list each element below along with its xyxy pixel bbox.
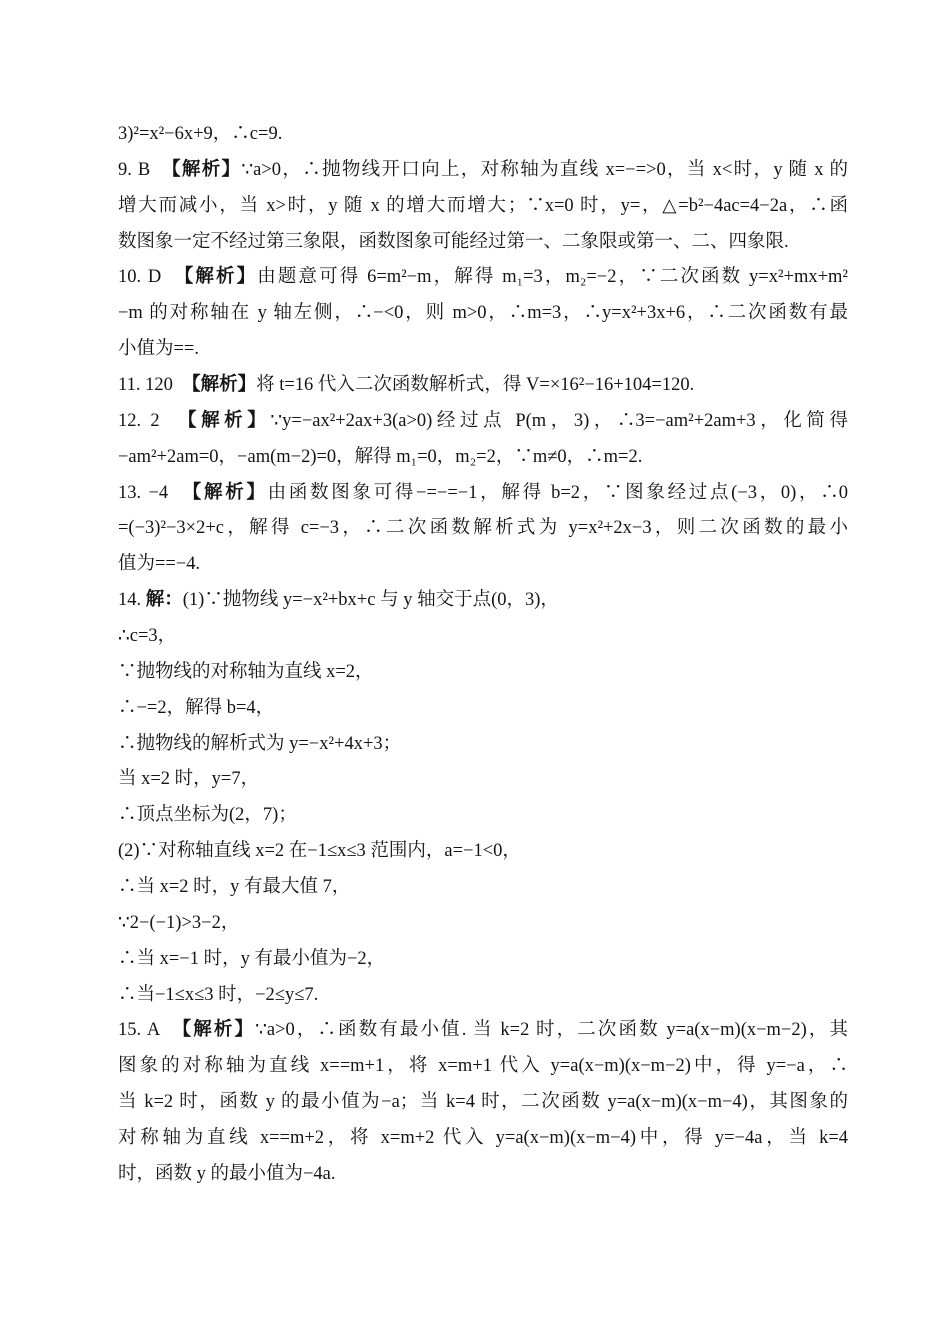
text-segment: ∴当 x=−1 时，y 有最小值为−2， — [118, 948, 386, 969]
answer-key-body — [118, 117, 848, 1193]
text-line — [118, 727, 848, 763]
text-line — [118, 225, 848, 261]
text-line — [118, 296, 848, 332]
text-segment: ∴抛物线的解析式为 y=−x²+4x+3； — [118, 733, 402, 754]
text-segment: −m 的对称轴在 y 轴左侧，∴−<0，则 m>0，∴m=3，∴y=x²+3x+6，∴二次函数有最 — [118, 303, 848, 324]
bold-tag: 【解析】 — [192, 482, 268, 503]
text-segment: 将 t=16 代入二次函数解析式，得 V=×16²−16+104=120. — [256, 375, 695, 396]
text-line — [118, 870, 848, 906]
text-line — [118, 691, 848, 727]
text-line — [118, 978, 848, 1014]
text-segment: 10. D — [118, 267, 184, 288]
text-segment: 增大而减小，当 x>时，y 随 x 的增大而增大；∵x=0 时，y=，△=b²−4ac=4−2a，∴函 — [118, 195, 848, 216]
text-segment: 小值为==. — [118, 339, 199, 360]
bold-tag: 解： — [145, 590, 183, 611]
text-line — [118, 906, 848, 942]
text-segment: 当 k=2 时，函数 y 的最小值为−a；当 k=4 时，二次函数 y=a(x−m)(x−m−4)，其图象的 — [118, 1092, 848, 1113]
text-segment: 15. A — [118, 1020, 182, 1041]
text-line — [118, 942, 848, 978]
text-segment: (1)∵抛物线 y=−x²+bx+c 与 y 轴交于点(0，3)， — [182, 590, 559, 611]
text-line — [118, 1157, 848, 1193]
bold-tag: 【解析】 — [171, 159, 242, 180]
bold-tag: 【解析】 — [191, 375, 257, 396]
text-line — [118, 1121, 848, 1157]
text-line — [118, 547, 848, 583]
text-line — [118, 332, 848, 368]
text-line — [118, 189, 848, 225]
text-line — [118, 153, 848, 189]
text-segment: 13. −4 — [118, 482, 193, 503]
text-segment: =(−3)²−3×2+c，解得 c=−3，∴二次函数解析式为 y=x²+2x−3，则二次函数的最小 — [118, 518, 848, 539]
text-segment: ∴当 x=2 时，y 有最大值 7， — [118, 877, 351, 898]
text-segment: ∴−=2，解得 b=4， — [118, 697, 275, 718]
text-segment: ∴当−1≤x≤3 时，−2≤y≤7. — [118, 984, 319, 1005]
text-line — [118, 798, 848, 834]
text-segment: (2)∵对称轴直线 x=2 在−1≤x≤3 范围内，a=−1<0， — [118, 841, 521, 862]
text-segment: 14. — [118, 590, 146, 611]
text-segment: 数图象一定不经过第三象限，函数图象可能经过第一、二象限或第一、二、四象限. — [118, 231, 789, 252]
text-line — [118, 619, 848, 655]
text-segment: ∵y=−ax²+2ax+3(a>0)经过点 P(m，3)，∴3=−am²+2am+3，化简得 — [270, 410, 848, 431]
text-segment: 12. 2 — [118, 410, 188, 431]
text-line — [118, 583, 848, 619]
text-line — [118, 476, 848, 512]
text-segment: 时，函数 y 的最小值为−4a. — [118, 1163, 336, 1184]
text-line — [118, 511, 848, 547]
text-line — [118, 1049, 848, 1085]
text-segment: 由题意可得 6=m²−m，解得 m₁=3，m₂=−2，∵二次函数 y=x²+mx+m² — [257, 267, 848, 288]
text-segment: −am²+2am=0，−am(m−2)=0，解得 m₁=0，m₂=2，∵m≠0，∴m=2. — [118, 446, 643, 467]
text-line — [118, 655, 848, 691]
bold-tag: 【解析】 — [187, 410, 271, 431]
text-segment: ∵2−(−1)>3−2， — [118, 912, 240, 933]
text-line — [118, 260, 848, 296]
text-segment: 当 x=2 时，y=7， — [118, 769, 260, 790]
text-line — [118, 404, 848, 440]
text-line — [118, 1013, 848, 1049]
text-segment: 对称轴为直线 x==m+2，将 x=m+2 代入 y=a(x−m)(x−m−4)中，得 y=−4a，当 k=4 — [118, 1128, 848, 1149]
text-segment: ∵a>0，∴抛物线开口向上，对称轴为直线 x=−=>0，当 x<时，y 随 x 的 — [241, 159, 848, 180]
text-line — [118, 368, 848, 404]
text-segment: ∵抛物线的对称轴为直线 x=2， — [118, 661, 374, 682]
text-line — [118, 1085, 848, 1121]
text-segment: ∴c=3， — [118, 626, 177, 647]
text-segment: 图象的对称轴为直线 x==m+1，将 x=m+1 代入 y=a(x−m)(x−m−2)中，得 y=−a，∴ — [118, 1056, 848, 1077]
text-segment: 3)²=x²−6x+9，∴c=9. — [118, 124, 283, 144]
text-line — [118, 440, 848, 476]
text-segment: ∴顶点坐标为(2，7)； — [118, 805, 297, 826]
text-segment: ∵a>0，∴函数有最小值. 当 k=2 时，二次函数 y=a(x−m)(x−m−2)，其 — [255, 1020, 848, 1041]
text-line — [118, 834, 848, 870]
text-line — [118, 117, 848, 153]
text-segment: 11. 120 — [118, 375, 192, 396]
text-segment: 9. B — [118, 159, 172, 180]
text-segment: 由函数图象可得−=−=−1，解得 b=2，∵图象经过点(−3，0)，∴0 — [267, 482, 848, 503]
bold-tag: 【解析】 — [183, 267, 258, 288]
text-line — [118, 762, 848, 798]
bold-tag: 【解析】 — [181, 1020, 256, 1041]
text-segment: 值为==−4. — [118, 554, 201, 575]
